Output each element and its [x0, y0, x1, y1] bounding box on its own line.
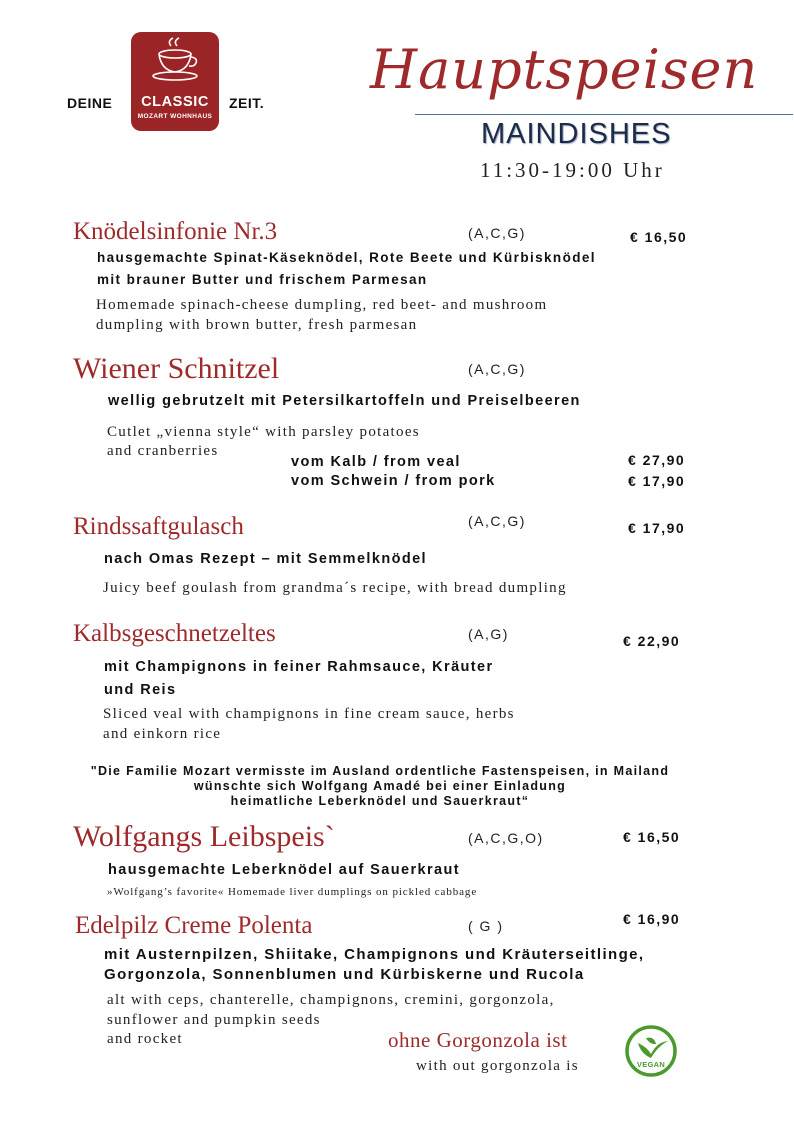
dish-description-de: und Reis: [104, 682, 177, 698]
dish-price: € 22,90: [623, 633, 681, 649]
logo-brand: CLASSIC: [141, 94, 209, 110]
header-divider: [415, 114, 793, 115]
dish-price: € 16,50: [623, 829, 681, 845]
dish-description-de: nach Omas Rezept – mit Semmelknödel: [104, 551, 427, 567]
page-subtitle: MAINDISHES: [481, 118, 672, 150]
opening-hours: 11:30-19:00 Uhr: [480, 158, 665, 182]
dish-price: € 16,90: [623, 911, 681, 927]
vegan-leaf-icon: [624, 1024, 678, 1078]
coffee-cup-icon: [131, 32, 219, 92]
dish-allergens: (A,C,G,O): [468, 830, 544, 846]
dish-title: Kalbsgeschnetzeltes: [73, 620, 276, 647]
dish-option-label: vom Schwein / from pork: [291, 473, 496, 489]
dish-description-en: Homemade spinach-cheese dumpling, red beet- and mushroom: [96, 297, 548, 313]
dish-title: Rindssaftgulasch: [73, 513, 244, 540]
logo-badge: [131, 32, 219, 131]
dish-description-en: Juicy beef goulash from grandma´s recipe, with bread dumpling: [103, 580, 567, 596]
vegan-note-en: with out gorgonzola is: [416, 1058, 579, 1074]
dish-description-en: »Wolfgang’s favorite« Homemade liver dumplings on pickled cabbage: [107, 886, 478, 898]
dish-description-en: Cutlet „vienna style“ with parsley potatoes: [107, 424, 420, 440]
dish-description-de: mit brauner Butter und frischem Parmesan: [97, 272, 428, 287]
vegan-badge-label: VEGAN: [636, 1060, 666, 1069]
quote-line: "Die Familie Mozart vermisste im Ausland ordentliche Fastenspeisen, in Mailand: [90, 764, 670, 778]
quote-line: heimatliche Leberknödel und Sauerkraut“: [230, 794, 530, 808]
dish-description-en: Sliced veal with champignons in fine cream sauce, herbs: [103, 706, 515, 722]
dish-description-de: hausgemachte Spinat-Käseknödel, Rote Beete und Kürbisknödel: [97, 250, 596, 265]
dish-description-de: hausgemachte Leberknödel auf Sauerkraut: [108, 862, 460, 878]
dish-description-en: and einkorn rice: [103, 726, 222, 742]
dish-option-price: € 27,90: [628, 452, 686, 468]
dish-allergens: ( G ): [468, 918, 504, 934]
logo-left-word: DEINE: [67, 95, 113, 111]
dish-description-de: Gorgonzola, Sonnenblumen und Kürbiskerne und Rucola: [104, 966, 585, 983]
mozart-quote: [60, 764, 700, 809]
dish-allergens: (A,C,G): [468, 361, 526, 377]
dish-price: € 17,90: [628, 520, 686, 536]
dish-description-en: alt with ceps, chanterelle, champignons, cremini, gorgonzola,: [107, 992, 555, 1008]
vegan-badge: [624, 1024, 678, 1078]
quote-line: wünschte sich Wolfgang Amadé bei einer Einladung: [193, 779, 567, 793]
logo-right-word: ZEIT.: [229, 95, 265, 111]
vegan-note-de: ohne Gorgonzola ist: [388, 1028, 568, 1052]
dish-title: Wiener Schnitzel: [73, 352, 280, 385]
dish-title: Edelpilz Creme Polenta: [75, 912, 313, 939]
dish-allergens: (A,C,G): [468, 225, 526, 241]
dish-title: Knödelsinfonie Nr.3: [73, 218, 278, 245]
dish-description-de: wellig gebrutzelt mit Petersilkartoffeln und Preiselbeeren: [108, 393, 581, 409]
dish-description-en: and cranberries: [107, 443, 219, 459]
dish-description-en: dumpling with brown butter, fresh parmesan: [96, 317, 418, 333]
dish-description-de: mit Austernpilzen, Shiitake, Champignons und Kräuterseitlinge,: [104, 946, 645, 963]
dish-allergens: (A,C,G): [468, 513, 526, 529]
page-title-script: Hauptspeisen: [370, 38, 759, 101]
logo-subtitle: MOZART WOHNHAUS: [137, 113, 213, 120]
dish-description-en: and rocket: [107, 1031, 183, 1047]
dish-option-price: € 17,90: [628, 473, 686, 489]
dish-title: Wolfgangs Leibspeis`: [73, 820, 335, 853]
dish-price: € 16,50: [630, 229, 688, 245]
dish-description-de: mit Champignons in feiner Rahmsauce, Kräuter: [104, 659, 494, 675]
dish-description-en: sunflower and pumpkin seeds: [107, 1012, 321, 1028]
dish-allergens: (A,G): [468, 626, 509, 642]
dish-option-label: vom Kalb / from veal: [291, 454, 461, 470]
